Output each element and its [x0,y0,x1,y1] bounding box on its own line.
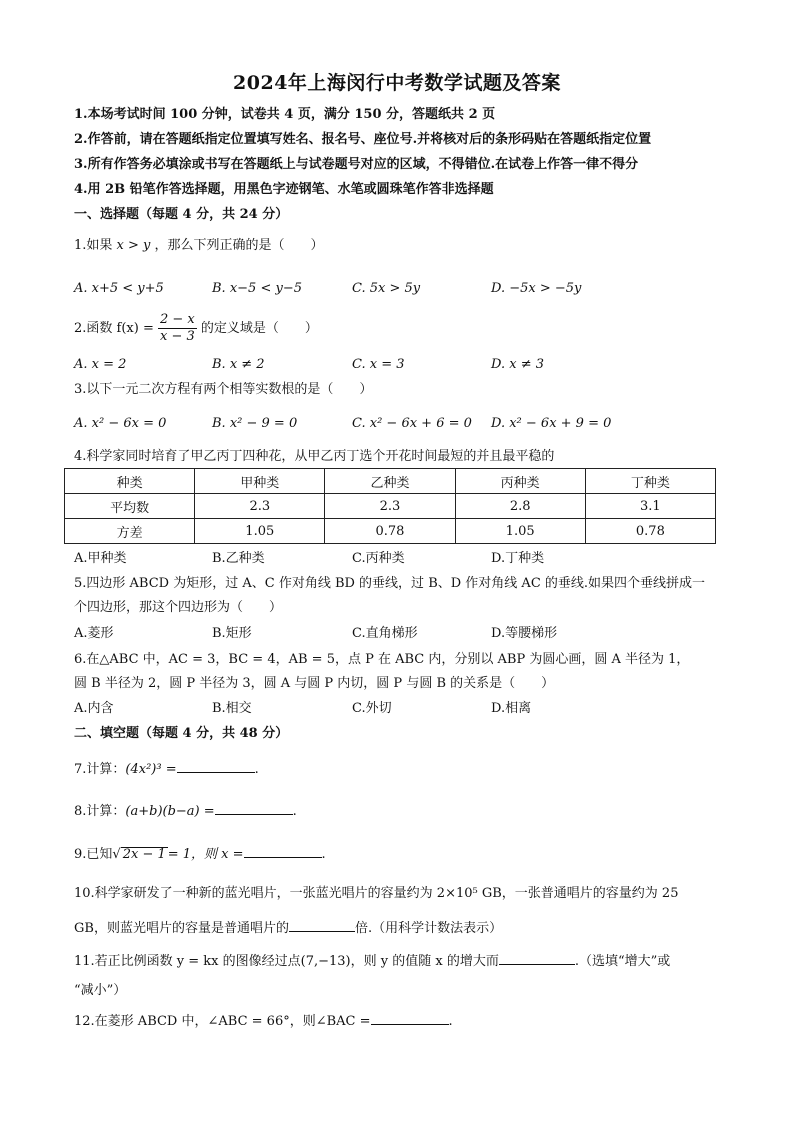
answer-blank[interactable] [371,1010,449,1025]
table-cell: 2.3 [195,494,325,519]
q4-option-c: C.丙种类 [352,551,405,566]
table-cell: 2.8 [455,494,585,519]
q2-option-c: C. x = 3 [352,357,405,372]
q2-suffix: 的定义域是（ ） [200,321,318,336]
table-cell: 1.05 [455,519,585,544]
q4-option-a: A.甲种类 [74,551,127,566]
q2-numerator: 2 − x [160,312,195,327]
q10-text-b: 倍.（用科学计数法表示） [354,921,503,936]
table-cell: 0.78 [585,519,715,544]
q1-suffix: ，那么下列正确的是（ ） [154,238,324,253]
question-11-line-2: “减小”） [74,983,127,998]
q12-suffix: . [448,1014,453,1029]
q6-option-b: B.相交 [212,701,252,716]
q3-option-b: B. x² − 9 = 0 [212,416,298,431]
q5-option-a: A.菱形 [74,626,114,641]
sqrt-sign: √ [112,847,121,862]
q1-expr: x > y [116,238,151,253]
q1-option-c: C. 5x > 5y [352,281,421,296]
q1-option-a: A. x+5 < y+5 [74,281,164,296]
question-7 [74,758,259,779]
answer-blank[interactable] [177,758,255,773]
q9-radicand: 2x − 1 [122,847,166,862]
note-1: 1.本场考试时间 100 分钟，试卷共 4 页，满分 150 分，答题纸共 2 页 [74,107,496,122]
table-header-cell: 甲种类 [195,469,325,494]
note-3: 3.所有作答务必填涂或书写在答题纸上与试卷题号对应的区域，不得错位.在试卷上作答一律不得分 [74,157,639,172]
table-row [65,519,716,544]
note-4: 4.用 2B 铅笔作答选择题，用黑色字迹钢笔、水笔或圆珠笔作答非选择题 [74,182,494,197]
q8-expr: (a+b)(b−a) = [125,804,215,819]
table-cell: 平均数 [65,494,195,519]
section-heading-fill: 二、填空题（每题 4 分，共 48 分） [74,726,289,741]
table-header-cell: 种类 [65,469,195,494]
table-cell: 2.3 [325,494,455,519]
q1-prefix: 1.如果 [74,238,113,253]
q7-prefix: 7.计算： [74,762,126,777]
q5-option-b: B.矩形 [212,626,252,641]
q10-text-a: GB，则蓝光唱片的容量是普通唱片的 [74,921,289,936]
q5-option-d: D.等腰梯形 [491,626,558,641]
page-title: 2024年上海闵行中考数学试题及答案 [233,72,561,94]
q2-prefix: 2.函数 f(x) = [74,321,154,336]
q1-option-d: D. −5x > −5y [491,281,582,296]
q4-table [64,468,716,544]
table-cell: 3.1 [585,494,715,519]
q3-option-c: C. x² − 6x + 6 = 0 [352,416,472,431]
q6-option-d: D.相离 [491,701,532,716]
question-10-line-1: 10.科学家研发了一种新的蓝光唱片，一张蓝光唱片的容量约为 2×10⁵ GB，一张普通唱片的容量约为 25 [74,886,679,901]
question-8 [74,800,297,821]
answer-blank[interactable] [215,800,293,815]
q3-option-a: A. x² − 6x = 0 [74,416,167,431]
q4-option-b: B.乙种类 [212,551,265,566]
question-6-line-1: 6.在△ABC 中，AC = 3，BC = 4，AB = 5，点 P 在 ABC 内，分别以 ABP 为圆心画，圆 A 半径为 1， [74,652,690,667]
q1-option-b: B. x−5 < y−5 [212,281,302,296]
q8-suffix: . [292,804,297,819]
q11-text-a: 11.若正比例函数 y = kx 的图像经过点(7,−13)，则 y 的值随 x 的增大而 [74,954,499,969]
table-header-cell: 乙种类 [325,469,455,494]
q2-fraction [158,312,197,345]
table-header-cell: 丁种类 [585,469,715,494]
note-2: 2.作答前，请在答题纸指定位置填写姓名、报名号、座位号.并将核对后的条形码贴在答题纸指定位置 [74,132,652,147]
q6-option-c: C.外切 [352,701,392,716]
question-5-line-2: 个四边形，那这个四边形为（ ） [74,600,283,615]
q9-suffix: . [321,847,326,862]
question-12 [74,1010,453,1031]
table-header-row [65,469,716,494]
q5-option-c: C.直角梯形 [352,626,418,641]
table-cell: 1.05 [195,519,325,544]
q7-suffix: . [254,762,259,777]
question-1 [74,237,324,255]
question-2 [74,312,318,348]
q9-mid: = 1，则 x = [167,847,244,862]
table-cell: 0.78 [325,519,455,544]
q2-option-d: D. x ≠ 3 [491,357,544,372]
section-heading-choice: 一、选择题（每题 4 分，共 24 分） [74,207,289,222]
question-4: 4.科学家同时培育了甲乙丙丁四种花，从甲乙丙丁选个开花时间最短的并且最平稳的 [74,449,555,464]
question-6-line-2: 圆 B 半径为 2，圆 P 半径为 3，圆 A 与圆 P 内切，圆 P 与圆 B 的关系是（ ） [74,676,555,691]
table-header-cell: 丙种类 [455,469,585,494]
q2-option-b: B. x ≠ 2 [212,357,265,372]
table-cell: 方差 [65,519,195,544]
q4-option-d: D.丁种类 [491,551,545,566]
answer-blank[interactable] [499,950,575,965]
question-3: 3.以下一元二次方程有两个相等实数根的是（ ） [74,382,373,397]
question-5-line-1: 5.四边形 ABCD 为矩形，过 A、C 作对角线 BD 的垂线，过 B、D 作对角线 AC 的垂线.如果四个垂线拼成一 [74,576,706,591]
q6-option-a: A.内含 [74,701,114,716]
q7-expr: (4x²)³ = [125,762,177,777]
answer-blank[interactable] [244,843,322,858]
q11-text-b: .（选填“增大”或 [574,954,671,969]
q2-option-a: A. x = 2 [74,357,127,372]
q8-prefix: 8.计算： [74,804,126,819]
q3-option-d: D. x² − 6x + 9 = 0 [491,416,612,431]
question-9 [74,843,326,864]
table-row [65,494,716,519]
question-11-line-1 [74,950,670,971]
q9-prefix: 9.已知 [74,847,113,862]
q2-denominator: x − 3 [160,329,195,344]
question-10-line-2 [74,917,502,938]
answer-blank[interactable] [289,917,355,932]
q12-prefix: 12.在菱形 ABCD 中，∠ABC = 66°，则∠BAC = [74,1014,371,1029]
